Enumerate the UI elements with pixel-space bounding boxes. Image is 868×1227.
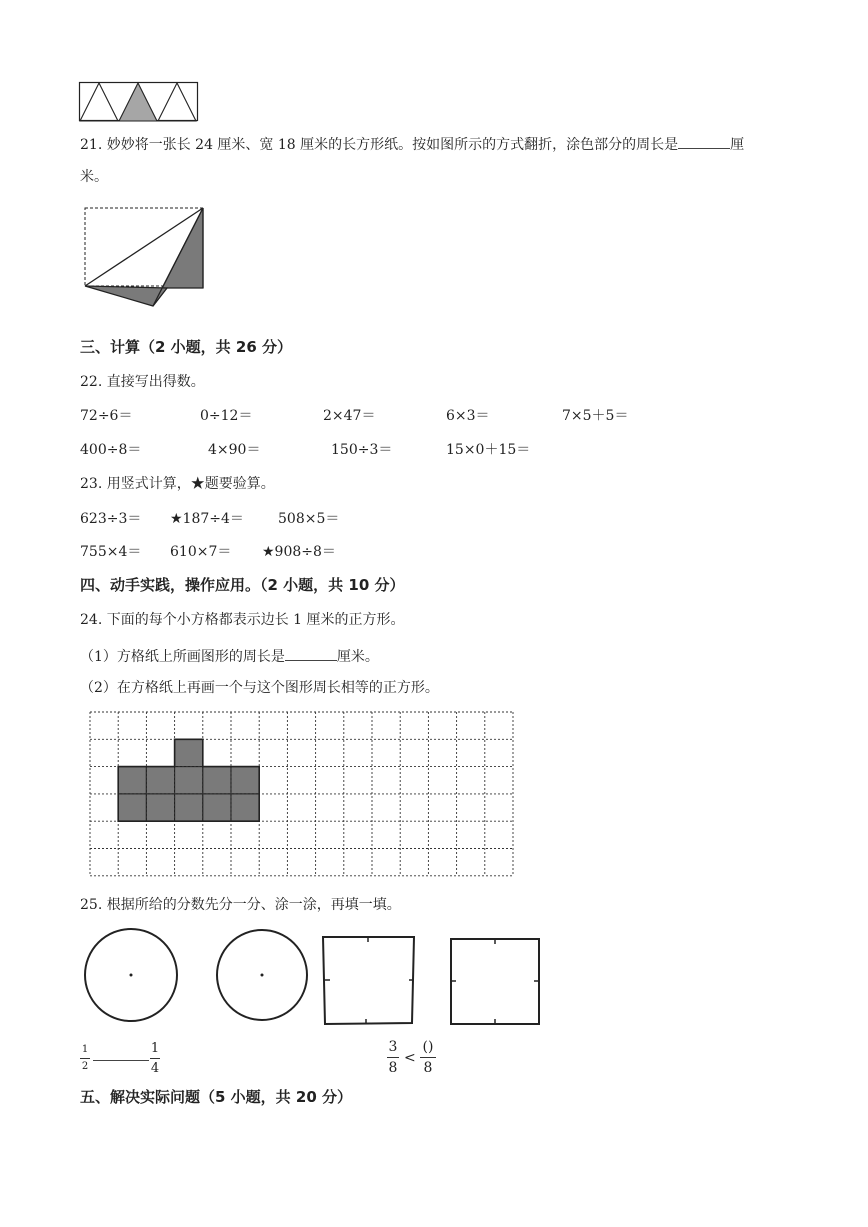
- q24-prompt: 24. 下面的每个小方格都表示边长 1 厘米的正方形。: [80, 612, 405, 628]
- fraction-half: 1 2: [81, 1044, 89, 1072]
- triangle-strip-figure: [79, 82, 199, 122]
- q22-item: 72÷6＝: [80, 408, 133, 424]
- folded-paper-figure: [83, 206, 207, 306]
- circle-figure-1[interactable]: [84, 928, 180, 1024]
- shaded-grid-cell: [118, 767, 146, 794]
- fraction-three-eighths: 3 8: [388, 1039, 398, 1076]
- q24-sub1: （1）方格纸上所画图形的周长是 厘米。: [80, 649, 379, 665]
- q22-prompt: 22. 直接写出得数。: [80, 374, 205, 390]
- q24-answer-blank[interactable]: [285, 648, 337, 661]
- square-figure-2[interactable]: [449, 937, 543, 1027]
- q22-item: 6×3＝: [446, 408, 490, 424]
- q22-item: 4×90＝: [208, 442, 261, 458]
- q22-item: 2×47＝: [323, 408, 376, 424]
- circle-figure-2[interactable]: [216, 928, 312, 1024]
- section3-heading: 三、计算（2 小题，共 26 分）: [80, 338, 292, 356]
- shaded-grid-cell: [118, 794, 146, 821]
- section4-heading: 四、动手实践，操作应用。（2 小题，共 10 分）: [80, 576, 405, 594]
- q23-prompt: 23. 用竖式计算，★题要验算。: [80, 476, 275, 492]
- shaded-grid-cell: [175, 794, 203, 821]
- grid-paper-figure[interactable]: [89, 711, 513, 875]
- q23-item: ★908÷8＝: [262, 544, 336, 560]
- shaded-grid-cell: [203, 767, 231, 794]
- q24-sub2: （2）在方格纸上再画一个与这个图形周长相等的正方形。: [80, 680, 439, 696]
- shaded-grid-cell: [175, 739, 203, 766]
- fraction-compare-blank[interactable]: [93, 1060, 149, 1061]
- shaded-grid-cell: [231, 767, 259, 794]
- q21-answer-blank[interactable]: [678, 136, 730, 149]
- less-than-sign: <: [404, 1050, 416, 1066]
- q22-item: 0÷12＝: [200, 408, 253, 424]
- shaded-grid-cell: [175, 767, 203, 794]
- shaded-grid-cell: [146, 794, 174, 821]
- q21-text: 21. 妙妙将一张长 24 厘米、宽 18 厘米的长方形纸。按如图所示的方式翻折，涂色部分的周长是 厘: [80, 137, 745, 153]
- q25-prompt: 25. 根据所给的分数先分一分、涂一涂，再填一填。: [80, 897, 401, 913]
- q22-item: 150÷3＝: [331, 442, 393, 458]
- q23-item: ★187÷4＝: [170, 511, 244, 527]
- q23-item: 623÷3＝: [80, 511, 142, 527]
- fraction-quarter: 1 4: [150, 1041, 160, 1076]
- shaded-grid-cell: [146, 767, 174, 794]
- q21-text-line2: 米。: [80, 169, 108, 185]
- q23-item: 610×7＝: [170, 544, 232, 560]
- square-figure-1[interactable]: [321, 935, 417, 1027]
- q22-item: 7×5＋5＝: [562, 408, 629, 424]
- section5-heading: 五、解决实际问题（5 小题，共 20 分）: [80, 1088, 352, 1106]
- shaded-grid-cell: [231, 794, 259, 821]
- q23-item: 508×5＝: [278, 511, 340, 527]
- q23-item: 755×4＝: [80, 544, 142, 560]
- fraction-blank-eighths[interactable]: () 8: [420, 1040, 436, 1075]
- q22-item: 15×0＋15＝: [446, 442, 531, 458]
- q22-item: 400÷8＝: [80, 442, 142, 458]
- shaded-grid-cell: [203, 794, 231, 821]
